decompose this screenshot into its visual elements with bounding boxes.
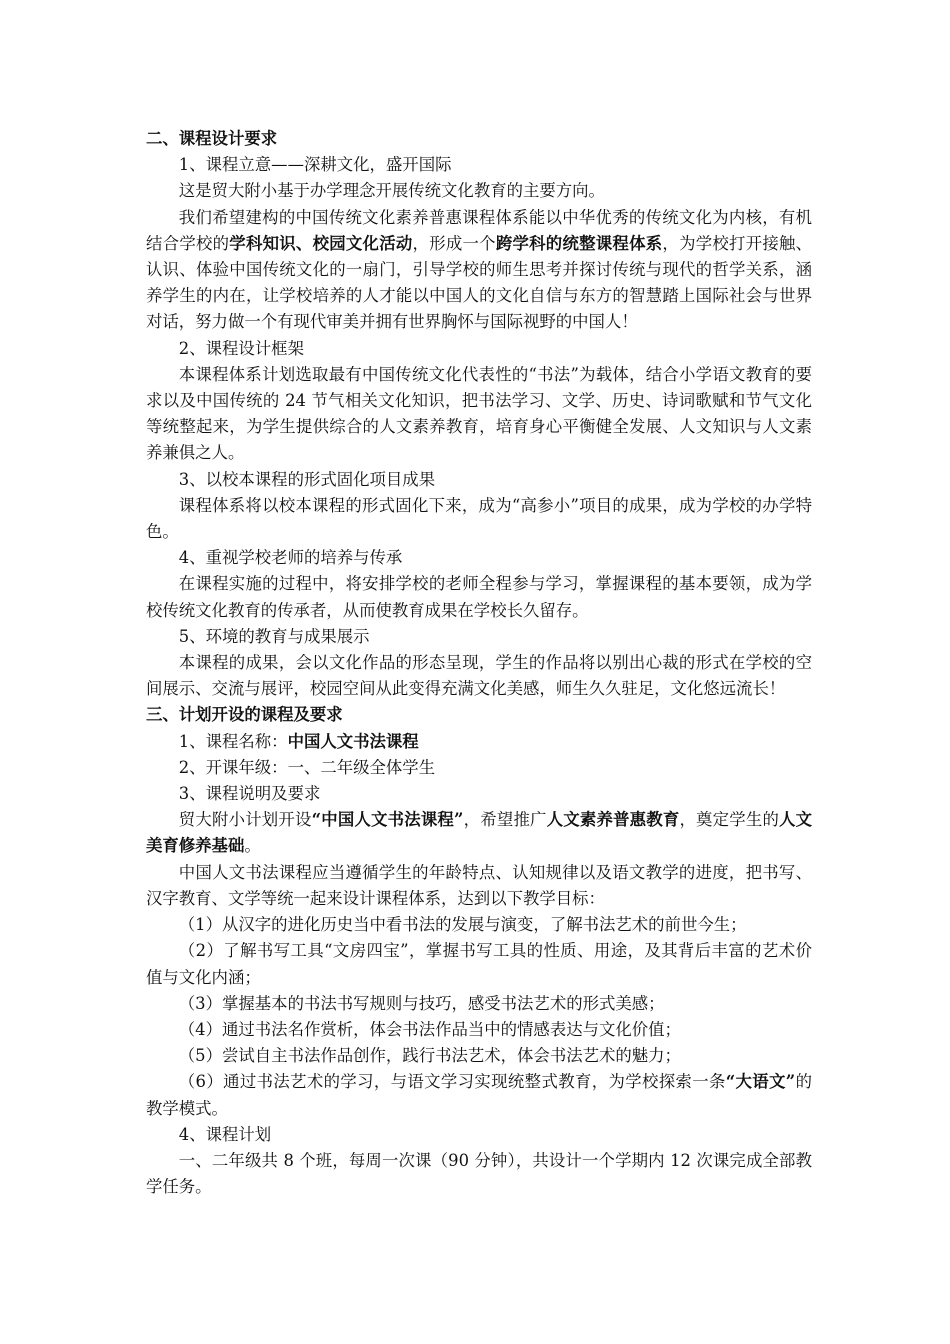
- bold-text: 跨学科的统整课程体系: [495, 233, 663, 253]
- item-title-4: 4、重视学校老师的培养与传承: [178, 548, 403, 568]
- paragraph: 课程体系将以校本课程的形式固化下来，成为“高参小”项目的成果，成为学校的办学特色。: [146, 495, 812, 542]
- bold-text: “中国人文书法课程”: [311, 810, 464, 830]
- item-title-desc: 3、课程说明及要求: [178, 784, 321, 804]
- item-title-5: 5、环境的教育与成果展示: [178, 626, 370, 646]
- section-heading-2: 二、课程设计要求: [146, 129, 278, 148]
- course-name-value: 中国人文书法课程: [287, 731, 419, 751]
- bold-text: 人文素养普惠教育: [546, 810, 680, 830]
- goal-item: （2）了解书写工具“文房四宝”，掌握书写工具的性质、用途，及其背后丰富的艺术价值与文化内涵；: [146, 941, 812, 987]
- text-run: 贸大附小计划开设: [178, 810, 312, 830]
- paragraph: 这是贸大附小基于办学理念开展传统文化教育的主要方向。: [178, 181, 605, 201]
- paragraph: 中国人文书法课程应当遵循学生的年龄特点、认知规律以及语文教学的进度，把书写、汉字教育、文学等统一起来设计课程体系，达到以下教学目标：: [146, 862, 812, 908]
- course-grade-line: 2、开课年级：一、二年级全体学生: [178, 757, 436, 777]
- text-run: 。: [244, 836, 261, 856]
- bold-text: 人文美育修养基础: [146, 810, 813, 856]
- goal-item: （5）尝试自主书法作品创作，践行书法艺术，体会书法艺术的魅力；: [178, 1046, 681, 1066]
- paragraph: 一、二年级共 8 个班，每周一次课（90 分钟），共设计一个学期内 12 次课完成全部教学任务。: [146, 1150, 812, 1197]
- text-run: ，形成一个: [412, 233, 496, 253]
- course-name-line: [146, 729, 812, 755]
- section-heading-3: 三、计划开设的课程及要求: [146, 705, 343, 725]
- text-run: ，希望推广: [463, 810, 547, 830]
- text-run: 我们希望建构的中国传统文化素养普惠课程体系能以中华优秀的传统文化为内核，有机结合学校的: [146, 207, 812, 253]
- paragraph: 本课程体系计划选取最有中国传统文化代表性的“书法”为载体，结合小学语文教育的要求以及中国传统的 24 节气相关文化知识，把书法学习、文学、历史、诗词歌赋和节气文化等统整起来，为学生提供综合的人文素养教育，培育身心平衡健全发展、人文知识与人文素养兼俱之人。: [146, 364, 812, 463]
- text-run: ，奠定学生的: [679, 810, 780, 830]
- paragraph: [146, 205, 812, 336]
- text-run: （6）通过书法艺术的学习，与语文学习实现统整式教育，为学校探索一条: [178, 1072, 726, 1092]
- paragraph: [146, 807, 812, 859]
- goal-item: （3）掌握基本的书法书写规则与技巧，感受书法艺术的形式美感；: [178, 993, 665, 1013]
- bold-text: “大语文”: [725, 1072, 796, 1092]
- goal-item: （1）从汉字的进化历史当中看书法的发展与演变，了解书法艺术的前世今生；: [178, 915, 747, 935]
- bold-text: 学科知识、校园文化活动: [229, 233, 413, 253]
- item-title-1: 1、课程立意——深耕文化，盛开国际: [178, 155, 452, 175]
- document-body: [146, 126, 812, 1200]
- item-title-3: 3、以校本课程的形式固化项目成果: [178, 469, 436, 489]
- text-run: ，为学校打开接触、认识、体验中国传统文化的一扇门，引导学校的师生思考并探讨传统与现代的哲学关系，涵养学生的内在，让学校培养的人才能以中国人的文化自信与东方的智慧踏上国际社会与世界对话，努力做一个有现代审美并拥有世界胸怀与国际视野的中国人！: [146, 233, 813, 332]
- item-title-plan: 4、课程计划: [178, 1124, 272, 1144]
- paragraph: 本课程的成果，会以文化作品的形态呈现，学生的作品将以别出心裁的形式在学校的空间展示、交流与展评，校园空间从此变得充满文化美感，师生久久驻足，文化悠远流长！: [146, 653, 812, 699]
- paragraph: 在课程实施的过程中，将安排学校的老师全程参与学习，掌握课程的基本要领，成为学校传统文化教育的传承者，从而使教育成果在学校长久留存。: [146, 574, 812, 620]
- text-run: 的教学模式。: [146, 1072, 813, 1118]
- goal-item: [146, 1069, 812, 1121]
- goal-item: （4）通过书法名作赏析，体会书法作品当中的情感表达与文化价值；: [178, 1019, 681, 1039]
- item-title-2: 2、课程设计框架: [178, 338, 304, 358]
- course-name-label: 1、课程名称：: [178, 731, 288, 751]
